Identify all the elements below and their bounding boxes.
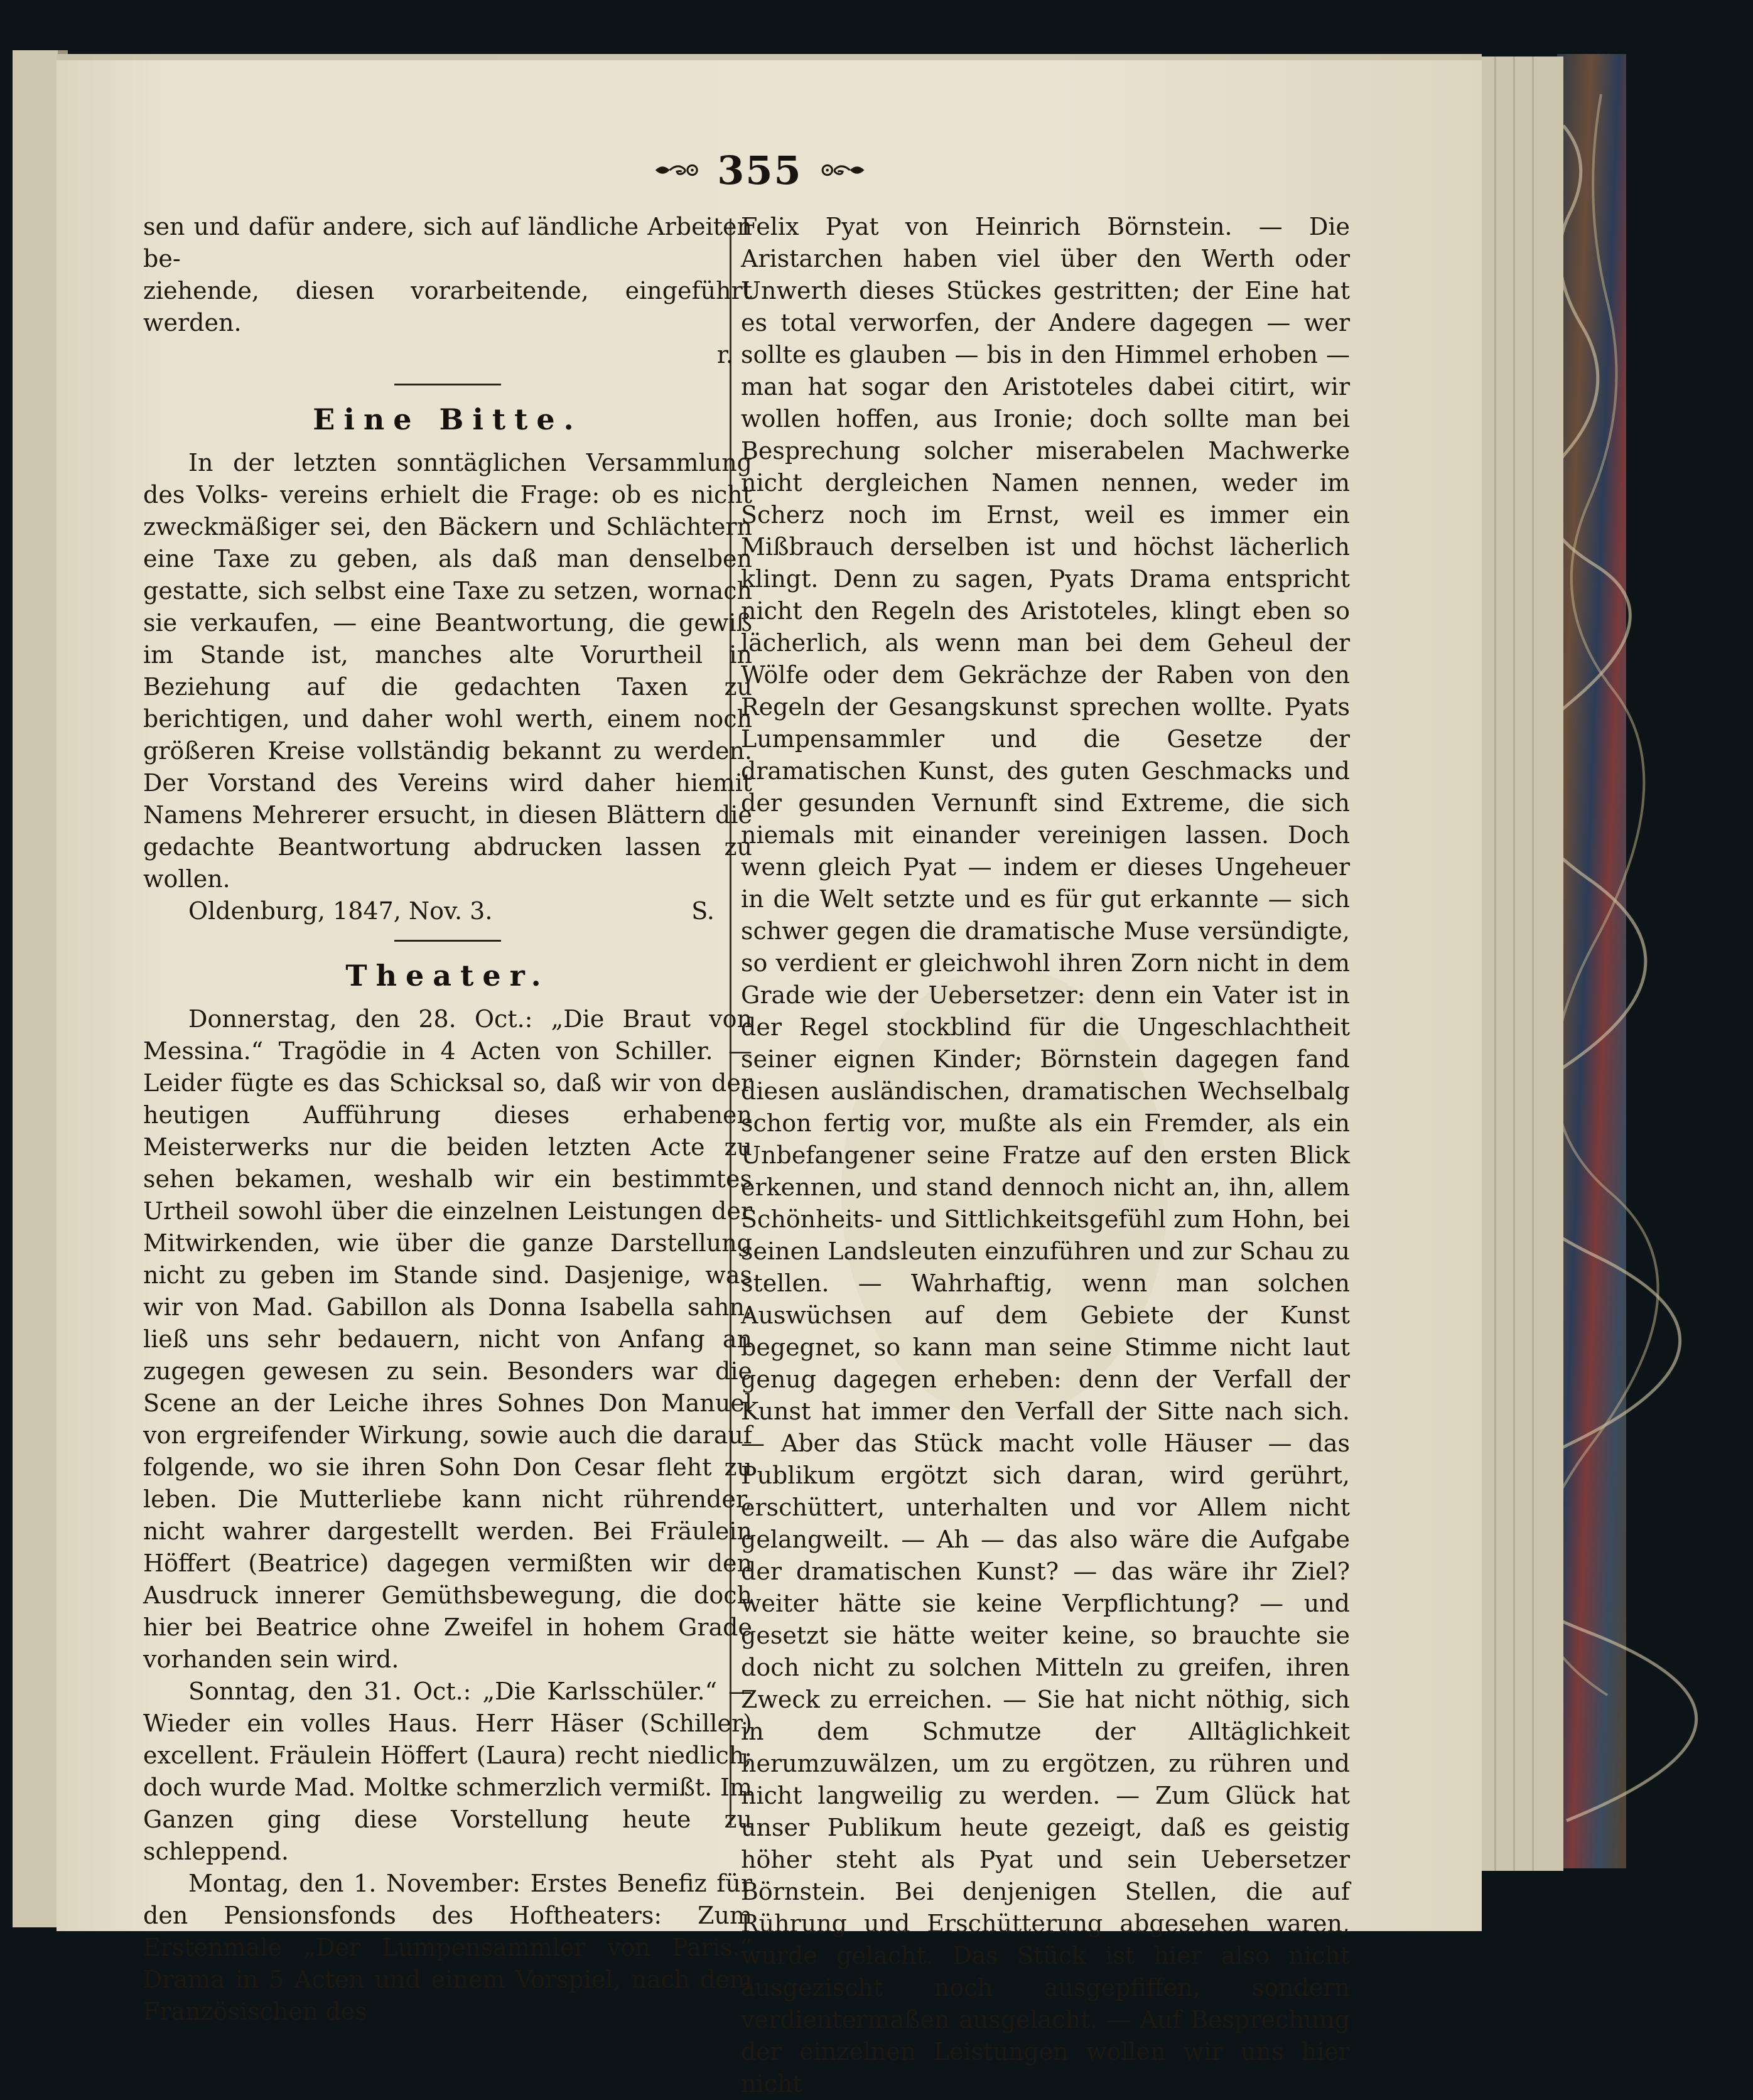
theater-paragraph-3: Montag, den 1. November: Erstes Benefiz für den Pensionsfonds des Hoftheaters: Zum Erstenmale „Der Lumpensammler von Paris.“ Drama in 5 Acten und einem Vorspiel, nach dem Französischen des [143,1870,752,2025]
intro-line-1: sen und dafür andere, sich auf ländliche Arbeiten be- [143,213,752,272]
section-rule [394,384,501,385]
bitte-place-date: Oldenburg, 1847, Nov. 3. [188,897,493,925]
right-column-text: Felix Pyat von Heinrich Börnstein. — Die Aristarchen haben viel über den Werth oder Unwerth dieses Stückes gestritten; der Eine hat es total verworfen, der Andere dagegen — wer sollte es glauben — bis in den Himmel erhoben — man hat sogar den Aristoteles dabei citirt, wir wollen hoffen, aus Ironie; doch sollte man bei Besprechung solcher miserabelen Machwerke nicht dergleichen Namen nennen, weder im Scherz noch im Ernst, weil es immer ein Mißbrauch derselben ist und höchst lächerlich klingt. Denn zu sagen, Pyats Drama entspricht nicht den Regeln des Aristoteles, klingt eben so lächerlich, als wenn man bei dem Geheul der Wölfe oder dem Gekrächze der Raben von den Regeln der Gesangskunst sprechen wollte. Pyats Lumpensammler und die Gesetze der dramatischen Kunst, des guten Geschmacks und der gesunden Vernunft sind Extreme, die sich niemals mit einander vereinigen lassen. Doch wenn gleich Pyat — indem er dieses Ungeheuer in die Welt setzte und es für gut erkannte — sich schwer gegen die dramatische Muse versündigte, so verdient er gleichwohl ihren Zorn nicht in dem Grade wie der Uebersetzer: denn ein Vater ist in der Regel stockblind für die Ungeschlachtheit seiner eignen Kinder; Börnstein dagegen fand diesen ausländischen, dramatischen Wechselbalg schon fertig vor, mußte als ein Fremder, als ein Unbefangener seine Fratze auf den ersten Blick erkennen, und stand dennoch nicht an, ihn, allem Schönheits- und Sittlichkeitsgefühl zum Hohn, bei seinen Landsleuten einzuführen und zur Schau zu stellen. — Wahrhaftig, wenn man solchen Auswüchsen auf dem Gebiete der Kunst begegnet, so kann man seine Stimme nicht laut genug dagegen erheben: denn der Verfall der Kunst hat immer den Verfall der Sitte nach sich. — Aber das Stück macht volle Häuser — das Publikum ergötzt sich daran, wird gerührt, erschüttert, unterhalten und vor Allem nicht gelangweilt. — Ah — das also wäre die Aufgabe der dramatischen Kunst? — das wäre ihr Ziel? weiter hätte sie keine Verpflichtung? — und gesetzt sie hätte weiter keine, so brauchte sie doch nicht zu solchen Mitteln zu greifen, ihren Zweck zu erreichen. — Sie hat nicht nöthig, sich in dem Schmutze der Alltäglichkeit herumzuwälzen, um zu ergötzen, zu rühren und nicht langweilig zu werden. — Zum Glück hat unser Publikum heute gezeigt, daß es geistig höher steht als Pyat und sein Uebersetzer Börnstein. Bei denjenigen Stellen, die auf Rührung und Erschütterung abgesehen waren, wurde gelacht. Das Stück ist hier also nicht ausgezischt noch ausgepfiffen, sondern verdientermaßen ausgelacht. — Auf Besprechung der einzelnen Leistungen wollen wir uns hier nicht [741,213,1350,2097]
page-number: 355 [717,147,802,193]
bitte-text: In der letzten sonntäglichen Versammlung des Volks- vereins erhielt die Frage: ob es nicht zweckmäßiger sei, den Bäckern und Schlächtern eine Taxe zu geben, als daß man denselben gestatte, sich selbst eine Taxe zu setzen, wornach sie verkaufen, — eine Beantwortung, die gewiß im Stande ist, manches alte Vorurtheil in Beziehung auf die gedachten Taxen zu berichtigen, und daher wohl werth, einem noch größeren Kreise vollständig bekannt zu werden. Der Vorstand des Vereins wird daher hiemit Namens Mehrerer ersucht, in diesen Blättern die gedachte Beantwortung abdrucken lassen zu wollen. [143,449,752,893]
newspaper-page [57,54,1563,2097]
page-number-header [653,142,866,198]
section-rule [394,940,501,942]
intro-signature: r. [716,341,733,369]
bitte-signature: S. [691,897,715,925]
left-ornament-icon [653,156,701,185]
left-column [143,211,752,2028]
bitte-dateline [143,895,752,927]
right-ornament-icon [819,156,866,185]
section-heading-theater: Theater. [345,959,550,993]
intro-line-2: ziehende, diesen vorarbeitende, eingeführt werden. [143,277,752,337]
section-heading-bitte: Eine Bitte. [313,402,583,436]
theater-paragraph-1: Donnerstag, den 28. Oct.: „Die Braut von Messina.“ Tragödie in 4 Acten von Schiller. — Leider fügte es das Schicksal so, daß wir von der heutigen Aufführung dieses erhabenen Meisterwerks nur die beiden letzten Acte zu sehen bekamen, weshalb wir ein bestimmtes Urtheil sowohl über die einzelnen Leistungen der Mitwirkenden, wie über die ganze Darstellung nicht zu geben im Stande sind. Dasjenige, was wir von Mad. Gabillon als Donna Isabella sahn, ließ uns sehr bedauern, nicht von Anfang an zugegen gewesen zu sein. Besonders war die Scene an der Leiche ihres Sohnes Don Manuel von ergreifender Wirkung, sowie auch die darauf folgende, wo sie ihren Sohn Don Cesar fleht zu leben. Die Mutterliebe kann nicht rührender, nicht wahrer dargestellt werden. Bei Fräulein Höffert (Beatrice) dagegen vermißten wir den Ausdruck innerer Gemüthsbewegung, die doch hier bei Beatrice ohne Zweifel in hohem Grade vorhanden sein wird. [143,1005,752,1673]
right-column [741,211,1350,2100]
theater-paragraph-2: Sonntag, den 31. Oct.: „Die Karlsschüler.“ — Wieder ein volles Haus. Herr Häser (Schiller) excellent. Fräulein Höffert (Laura) recht niedlich; doch wurde Mad. Moltke schmerzlich vermißt. Im Ganzen ging diese Vorstellung heute zu schleppend. [143,1677,752,1865]
